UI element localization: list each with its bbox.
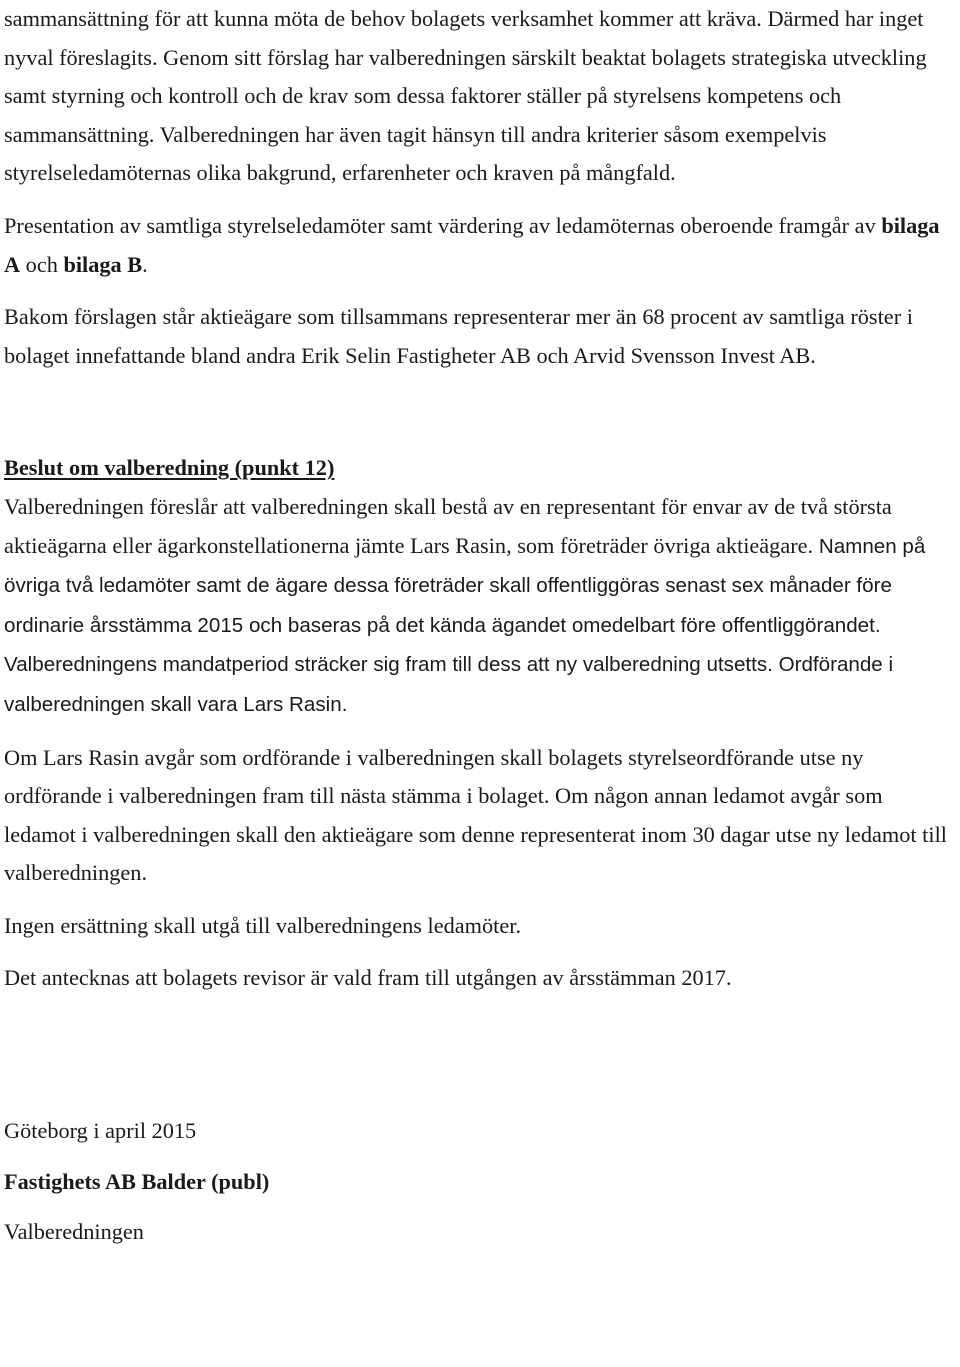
paragraph-chair-resignation: Om Lars Rasin avgår som ordförande i valberedningen skall bolagets styrelseordförande utse ny ordförande i valberedningen fram till nästa stämma i bolaget. Om någon annan ledamot avgår som ledamot i valberedningen skall den aktieägare som denne representerat inom 30 dagar utse ny ledamot till valberedningen. xyxy=(4,744,947,886)
nomination-proposal-text: Valberedningen föreslår att valberedningen skall bestå av en representant för envar av de två största aktieägarna eller ägarkonstellationerna jämte Lars Rasin, som företräder övriga aktieägare. xyxy=(4,493,892,558)
section-heading-nomination-committee: Beslut om valberedning (punkt 12) xyxy=(4,455,335,481)
document-page xyxy=(4,0,956,1252)
paragraph-auditor: Det antecknas att bolagets revisor är vald fram till utgången av årsstämman 2017. xyxy=(4,965,732,991)
paragraph-no-compensation: Ingen ersättning skall utgå till valberedningens ledamöter. xyxy=(4,912,522,938)
nomination-proposal-continued: Namnen på övriga två ledamöter samt de ägare dessa företräder skall offentliggöras senast sex månader före ordinarie årsstämma 2015 och baseras på det kända ägandet omedelbart före offentliggörandet. Valberedningens mandatperiod sträcker sig fram till dess att ny valberedning utsetts. Ordförande i valberedningen skall vara Lars Rasin. xyxy=(4,534,926,716)
paragraph-board-composition-text: sammansättning för att kunna möta de behov bolagets verksamhet kommer att kräva. Därmed har inget nyval föreslagits. Genom sitt förslag har valberedningen särskilt beaktat bolagets strategiska utveckling samt styrning och kontroll och de krav som dessa faktorer ställer på styrelsens kompetens och sammansättning. Valberedningen har även tagit hänsyn till andra kriterier såsom exempelvis styrelseledamöternas olika bakgrund, erfarenheter och kraven på mångfald. xyxy=(4,6,927,186)
presentation-period: . xyxy=(142,251,148,277)
paragraph-presentation xyxy=(4,207,956,284)
closing-company xyxy=(4,1163,956,1202)
appendix-b-reference: bilaga B xyxy=(63,251,143,277)
paragraph-shareholders: Bakom förslagen står aktieägare som tillsammans representerar mer än 68 procent av samtliga röster i bolaget innefattande bland andra Erik Selin Fastigheter AB och Arvid Svensson Invest AB. xyxy=(4,304,913,368)
appendix-a-reference: bilaga A xyxy=(4,212,940,277)
closing-place-date: Göteborg i april 2015 xyxy=(4,1118,197,1144)
presentation-text: Presentation av samtliga styrelseledamöter samt värdering av ledamöternas oberoende framgår av xyxy=(4,212,882,238)
closing-signatory: Valberedningen xyxy=(4,1219,144,1245)
presentation-conjunction: och xyxy=(20,251,64,277)
closing-company-name: Fastighets AB Balder (publ) xyxy=(4,1168,270,1194)
paragraph-nomination-proposal xyxy=(4,488,956,725)
paragraph-board-composition xyxy=(4,0,956,193)
